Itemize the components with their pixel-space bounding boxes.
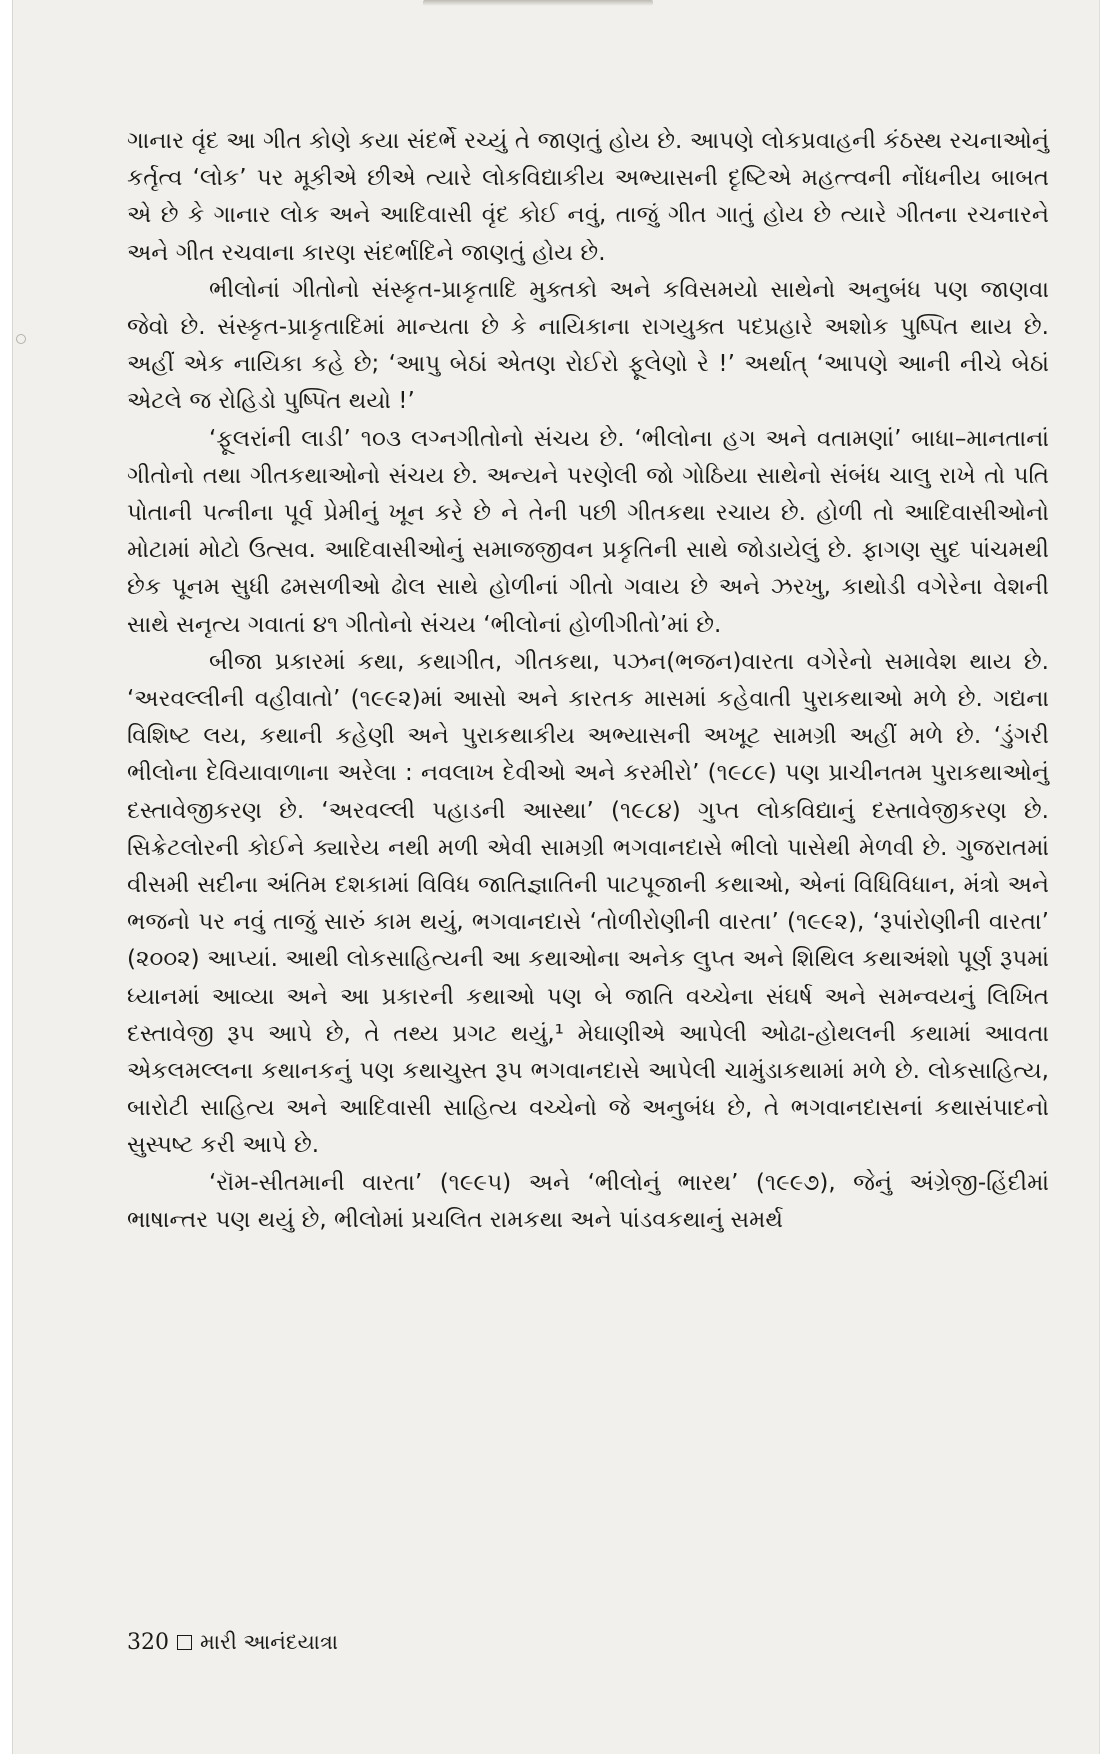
page-number: 320 — [127, 1630, 169, 1655]
paragraph: ‘રૉમ-સીતમાની વારતા’ (૧૯૯૫) અને ‘ભીલોનું ભારથ’ (૧૯૯૭), જેનું અંગ્રેજી-હિંદીમાં ભાષાન્તર પણ થયું છે, ભીલોમાં પ્રચલિત રામકથા અને પાંડવકથાનું સમર્થ — [127, 1169, 1049, 1233]
paragraph: બીજા પ્રકારમાં કથા, કથાગીત, ગીતકથા, પઝન(ભજન)વારતા વગેરેનો સમાવેશ થાય છે. ‘અરવલ્લીની વહીવાતો’ (૧૯૯૨)માં આસો અને કારતક માસમાં કહેવાતી પુરાકથાઓ મળે છે. ગદ્યના વિશિષ્ટ લય, કથાની કહેણી અને પુરાકથાકીય અભ્યાસની અખૂટ સામગ્રી અહીં મળે છે. ‘ડુંગરી ભીલોના દેવિયાવાળાના અરેલા : નવલાખ દેવીઓ અને કરમીરો’ (૧૯૮૯) પણ પ્રાચીનતમ પુરાકથાઓનું દસ્તાવેજીકરણ છે. ‘અરવલ્લી પહાડની આસ્થા’ (૧૯૮૪) ગુપ્ત લોકવિદ્યાનું દસ્તાવેજીકરણ છે. સિક્રેટલોરની કોઈને ક્યારેય નથી મળી એવી સામગ્રી ભગવાનદાસે ભીલો પાસેથી મેળવી છે. ગુજરાતમાં વીસમી સદીના અંતિમ દશકામાં વિવિધ જાતિજ્ઞાતિની પાટપૂજાની કથાઓ, એનાં વિધિવિધાન, મંત્રો અને ભજનો પર નવું તાજું સારું કામ થયું, ભગવાનદાસે ‘તોળીરોણીની વારતા’ (૧૯૯૨), ‘રૂપાંરોણીની વારતા’ (૨૦૦૨) આપ્યાં. આથી લોકસાહિત્યની આ કથાઓના અનેક લુપ્ત અને શિથિલ કથાઅંશો પૂર્ણ રૂપમાં ધ્યાનમાં આવ્યા અને આ પ્રકારની કથાઓ પણ બે જાતિ વચ્ચેના સંઘર્ષ અને સમન્વયનું લિખિત દસ્તાવેજી રૂપ આપે છે, તે તથ્ય પ્રગટ થયું,¹ મેઘાણીએ આપેલી ઓઢા-હોથલની કથામાં આવતા એકલમલ્લના કથાનકનું પણ કથાચુસ્ત રૂપ ભગવાનદાસે આપેલી ચામુંડાકથામાં મળે છે. લોકસાહિત્ય, બારોટી સાહિત્ય અને આદિવાસી સાહિત્ય વચ્ચેનો જે અનુબંધ છે, તે ભગવાનદાસનાં કથાસંપાદનો સુસ્પષ્ટ કરી આપે છે. — [127, 648, 1049, 1159]
page-footer — [127, 1630, 338, 1655]
body-text — [127, 123, 1049, 1239]
paragraph: ‘ફૂલરાંની લાડી’ ૧૦૩ લગ્નગીતોનો સંચય છે. ‘ભીલોના હગ અને વતામણાં’ બાધા–માનતાનાં ગીતોનો તથા ગીતકથાઓનો સંચય છે. અન્યને પરણેલી જો ગોઠિયા સાથેનો સંબંધ ચાલુ રાખે તો પતિ પોતાની પત્નીના પૂર્વ પ્રેમીનું ખૂન કરે છે ને તેની પછી ગીતકથા રચાય છે. હોળી તો આદિવાસીઓનો મોટામાં મોટો ઉત્સવ. આદિવાસીઓનું સમાજજીવન પ્રકૃતિની સાથે જોડાયેલું છે. ફાગણ સુદ પાંચમથી છેક પૂનમ સુધી ઢમસળીઓ ઢોલ સાથે હોળીનાં ગીતો ગવાય છે અને ઝરખુ, કાથોડી વગેરેના વેશની સાથે સનૃત્ય ગવાતાં ૪૧ ગીતોનો સંચય ‘ભીલોનાં હોળીગીતો’માં છે. — [127, 425, 1049, 638]
book-title: મારી આનંદયાત્રા — [200, 1630, 339, 1654]
binding-hole-mark — [16, 334, 26, 344]
square-box-icon — [177, 1635, 192, 1650]
previous-page-bleed — [423, 0, 653, 6]
paragraph-continuation: ગાનાર વૃંદ આ ગીત કોણે કયા સંદર્ભે રચ્યું તે જાણતું હોય છે. આપણે લોકપ્રવાહની કંઠસ્થ રચનાઓનું કર્તૃત્વ ‘લોક’ પર મૂકીએ છીએ ત્યારે લોકવિદ્યાકીય અભ્યાસની દૃષ્ટિએ મહત્ત્વની નોંધનીય બાબત એ છે કે ગાનાર લોક અને આદિવાસી વૃંદ કોઈ નવું, તાજું ગીત ગાતું હોય છે ત્યારે ગીતના રચનારને અને ગીત રચવાના કારણ સંદર્ભાદિને જાણતું હોય છે. — [127, 128, 1049, 266]
paragraph: ભીલોનાં ગીતોનો સંસ્કૃત-પ્રાકૃતાદિ મુક્તકો અને કવિસમયો સાથેનો અનુબંધ પણ જાણવા જેવો છે. સંસ્કૃત-પ્રાકૃતાદિમાં માન્યતા છે કે નાયિકાના રાગયુક્ત પદપ્રહારે અશોક પુષ્પિત થાય છે. અહીં એક નાયિકા કહે છે; ‘આપુ બેઠાં એતણ રોઈરો ફૂલેણો રે !’ અર્થાત્ ‘આપણે આની નીચે બેઠાં એટલે જ રોહિડો પુષ્પિત થયો !’ — [127, 276, 1049, 415]
